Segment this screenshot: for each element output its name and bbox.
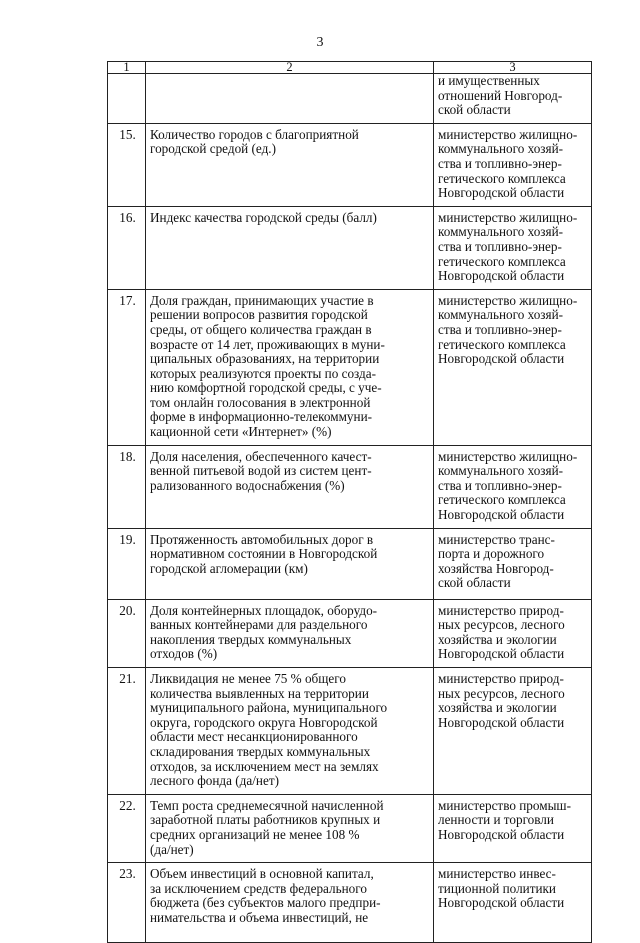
org-line: министерство природ- (438, 602, 564, 618)
org-line: гетического комплекса (438, 170, 566, 186)
table-row (108, 599, 592, 667)
org-line: коммунального хозяй- (438, 307, 564, 323)
indicator-text-line: городской агломерации (км) (150, 560, 308, 576)
table-row (108, 863, 592, 943)
indicator-text-line: Доля граждан, принимающих участие в (150, 292, 374, 308)
org-line: Новгородской области (438, 895, 565, 911)
indicator-text-line: муниципального района, муниципального (150, 700, 388, 716)
org-line: ства и топливно-энер- (438, 238, 562, 254)
indicator-text-line: городской средой (ед.) (150, 141, 276, 157)
indicator-text-line: нимательства и объема инвестиций, не (150, 909, 369, 925)
org-line: коммунального хозяй- (438, 463, 564, 479)
org-line: коммунального хозяй- (438, 141, 564, 157)
indicator-text-line: отходов, за исключением мест на землях (150, 758, 379, 774)
indicator-text-cell (146, 863, 434, 943)
responsible-org-cell (434, 863, 592, 943)
header-col-3: 3 (434, 62, 592, 74)
table-row (108, 206, 592, 289)
indicator-text-line: нормативном состоянии в Новгородской (150, 546, 378, 562)
table-row (108, 794, 592, 862)
indicator-text-line: Доля населения, обеспеченного качест- (150, 448, 372, 464)
indicator-text-line: форме в информационно-телекоммуни- (150, 409, 373, 425)
indicator-text-line: среды, от общего количества граждан в (150, 321, 372, 337)
org-line: министерство жилищно- (438, 292, 578, 308)
indicator-text-line: накопления твердых коммунальных (150, 631, 352, 647)
row-number: 16. (108, 206, 146, 289)
row-number: 20. (108, 599, 146, 667)
continuation-num-cell (108, 74, 146, 124)
indicator-text-line: кационной сети «Интернет» (%) (150, 424, 332, 440)
indicator-text-cell (146, 794, 434, 862)
org-line: ленности и торговли (438, 812, 554, 828)
header-col-1: 1 (108, 62, 146, 74)
org-line: и имущественных (438, 73, 540, 88)
indicator-text-cell (146, 528, 434, 599)
indicator-text-line: Доля контейнерных площадок, оборудо- (150, 602, 378, 618)
org-line: порта и дорожного (438, 546, 545, 562)
indicator-text-cell (146, 123, 434, 206)
org-line: министерство промыш- (438, 797, 571, 813)
table-row (108, 445, 592, 528)
indicator-text-line: Количество городов с благоприятной (150, 126, 359, 142)
indicator-text-line: бюджета (без субъектов малого предпри- (150, 895, 381, 911)
indicator-text-line: складирования твердых коммунальных (150, 743, 371, 759)
indicator-text-cell (146, 445, 434, 528)
indicator-text-line: Объем инвестиций в основной капитал, (150, 866, 374, 882)
org-line: коммунального хозяй- (438, 224, 564, 240)
org-line: гетического комплекса (438, 336, 566, 352)
org-line: Новгородской области (438, 351, 565, 367)
responsible-org-cell (434, 289, 592, 445)
indicator-text-line: рализованного водоснабжения (%) (150, 477, 345, 493)
indicator-text-line: области мест несанкционированного (150, 729, 358, 745)
org-line: хозяйства и экологии (438, 631, 557, 647)
org-line: ных ресурсов, лесного (438, 617, 565, 633)
responsible-org-cell (434, 206, 592, 289)
org-line: ства и топливно-энер- (438, 155, 562, 171)
table-row (108, 289, 592, 445)
org-line: гетического комплекса (438, 253, 566, 269)
indicator-text-line: том онлайн голосования в электронной (150, 394, 371, 410)
responsible-org-cell (434, 599, 592, 667)
org-line: Новгородской области (438, 185, 565, 201)
responsible-org-cell (434, 445, 592, 528)
org-line: хозяйства Новгород- (438, 560, 554, 576)
org-line: министерство инвес- (438, 866, 556, 882)
continuation-row (108, 74, 592, 124)
responsible-org-cell (434, 794, 592, 862)
header-col-2: 2 (146, 62, 434, 74)
indicator-text-cell (146, 668, 434, 795)
row-number: 17. (108, 289, 146, 445)
org-line: министерство жилищно- (438, 209, 578, 225)
org-line: министерство транс- (438, 531, 555, 547)
indicator-text-line: лесного фонда (да/нет) (150, 773, 279, 789)
indicator-text-line: отходов (%) (150, 646, 218, 662)
indicators-table (107, 61, 592, 943)
indicator-text-line: Ликвидация не менее 75 % общего (150, 671, 346, 686)
page-number: 3 (316, 35, 324, 50)
indicator-text-line: ванных контейнерами для раздельного (150, 617, 368, 633)
table-header-row (108, 62, 592, 74)
org-line: Новгородской области (438, 826, 565, 842)
indicator-text-cell (146, 289, 434, 445)
org-line: гетического комплекса (438, 492, 566, 508)
table-row (108, 668, 592, 795)
responsible-org-cell (434, 123, 592, 206)
org-line: отношений Новгород- (438, 87, 563, 103)
table-row (108, 528, 592, 599)
org-line: министерство жилищно- (438, 448, 578, 464)
table-row (108, 123, 592, 206)
row-number: 22. (108, 794, 146, 862)
indicator-text-line: заработной платы работников крупных и (150, 812, 381, 828)
org-line: министерство жилищно- (438, 126, 578, 142)
org-line: хозяйства и экологии (438, 700, 557, 716)
responsible-org-cell (434, 528, 592, 599)
indicator-text-cell (146, 206, 434, 289)
org-line: ской области (438, 575, 511, 591)
indicator-text-cell (146, 599, 434, 667)
indicator-text-line: округа, городского округа Новгородской (150, 714, 378, 730)
org-line: Новгородской области (438, 646, 565, 662)
indicator-text-line: которых реализуются проекты по созда- (150, 365, 376, 381)
org-line: Новгородской области (438, 714, 565, 730)
org-line: тиционной политики (438, 880, 556, 896)
indicator-text-line: нию комфортной городской среды, с уче- (150, 380, 382, 396)
indicator-text-line: Индекс качества городской среды (балл) (150, 209, 377, 225)
row-number: 15. (108, 123, 146, 206)
org-line: ных ресурсов, лесного (438, 685, 565, 701)
row-number: 23. (108, 863, 146, 943)
continuation-text-cell (146, 74, 434, 124)
indicator-text-line: Протяженность автомобильных дорог в (150, 531, 374, 547)
responsible-org-cell (434, 668, 592, 795)
indicator-text-line: венной питьевой водой из систем цент- (150, 463, 372, 479)
indicator-text-line: средних организаций не менее 108 % (150, 826, 360, 842)
continuation-org-cell (434, 74, 592, 124)
row-number: 19. (108, 528, 146, 599)
indicator-text-line: (да/нет) (150, 841, 194, 857)
org-line: Новгородской области (438, 268, 565, 284)
row-number: 18. (108, 445, 146, 528)
org-line: министерство природ- (438, 671, 564, 686)
indicator-text-line: Темп роста среднемесячной начисленной (150, 797, 384, 813)
org-line: ства и топливно-энер- (438, 321, 562, 337)
indicator-text-line: количества выявленных на территории (150, 685, 369, 701)
row-number: 21. (108, 668, 146, 795)
indicator-text-line: возрасте от 14 лет, проживающих в муни- (150, 336, 385, 352)
indicator-text-line: решении вопросов развития городской (150, 307, 368, 323)
org-line: ской области (438, 102, 511, 118)
indicator-text-line: ципальных образованиях, на территории (150, 351, 380, 367)
org-line: Новгородской области (438, 507, 565, 523)
org-line: ства и топливно-энер- (438, 477, 562, 493)
indicator-text-line: за исключением средств федерального (150, 880, 367, 896)
